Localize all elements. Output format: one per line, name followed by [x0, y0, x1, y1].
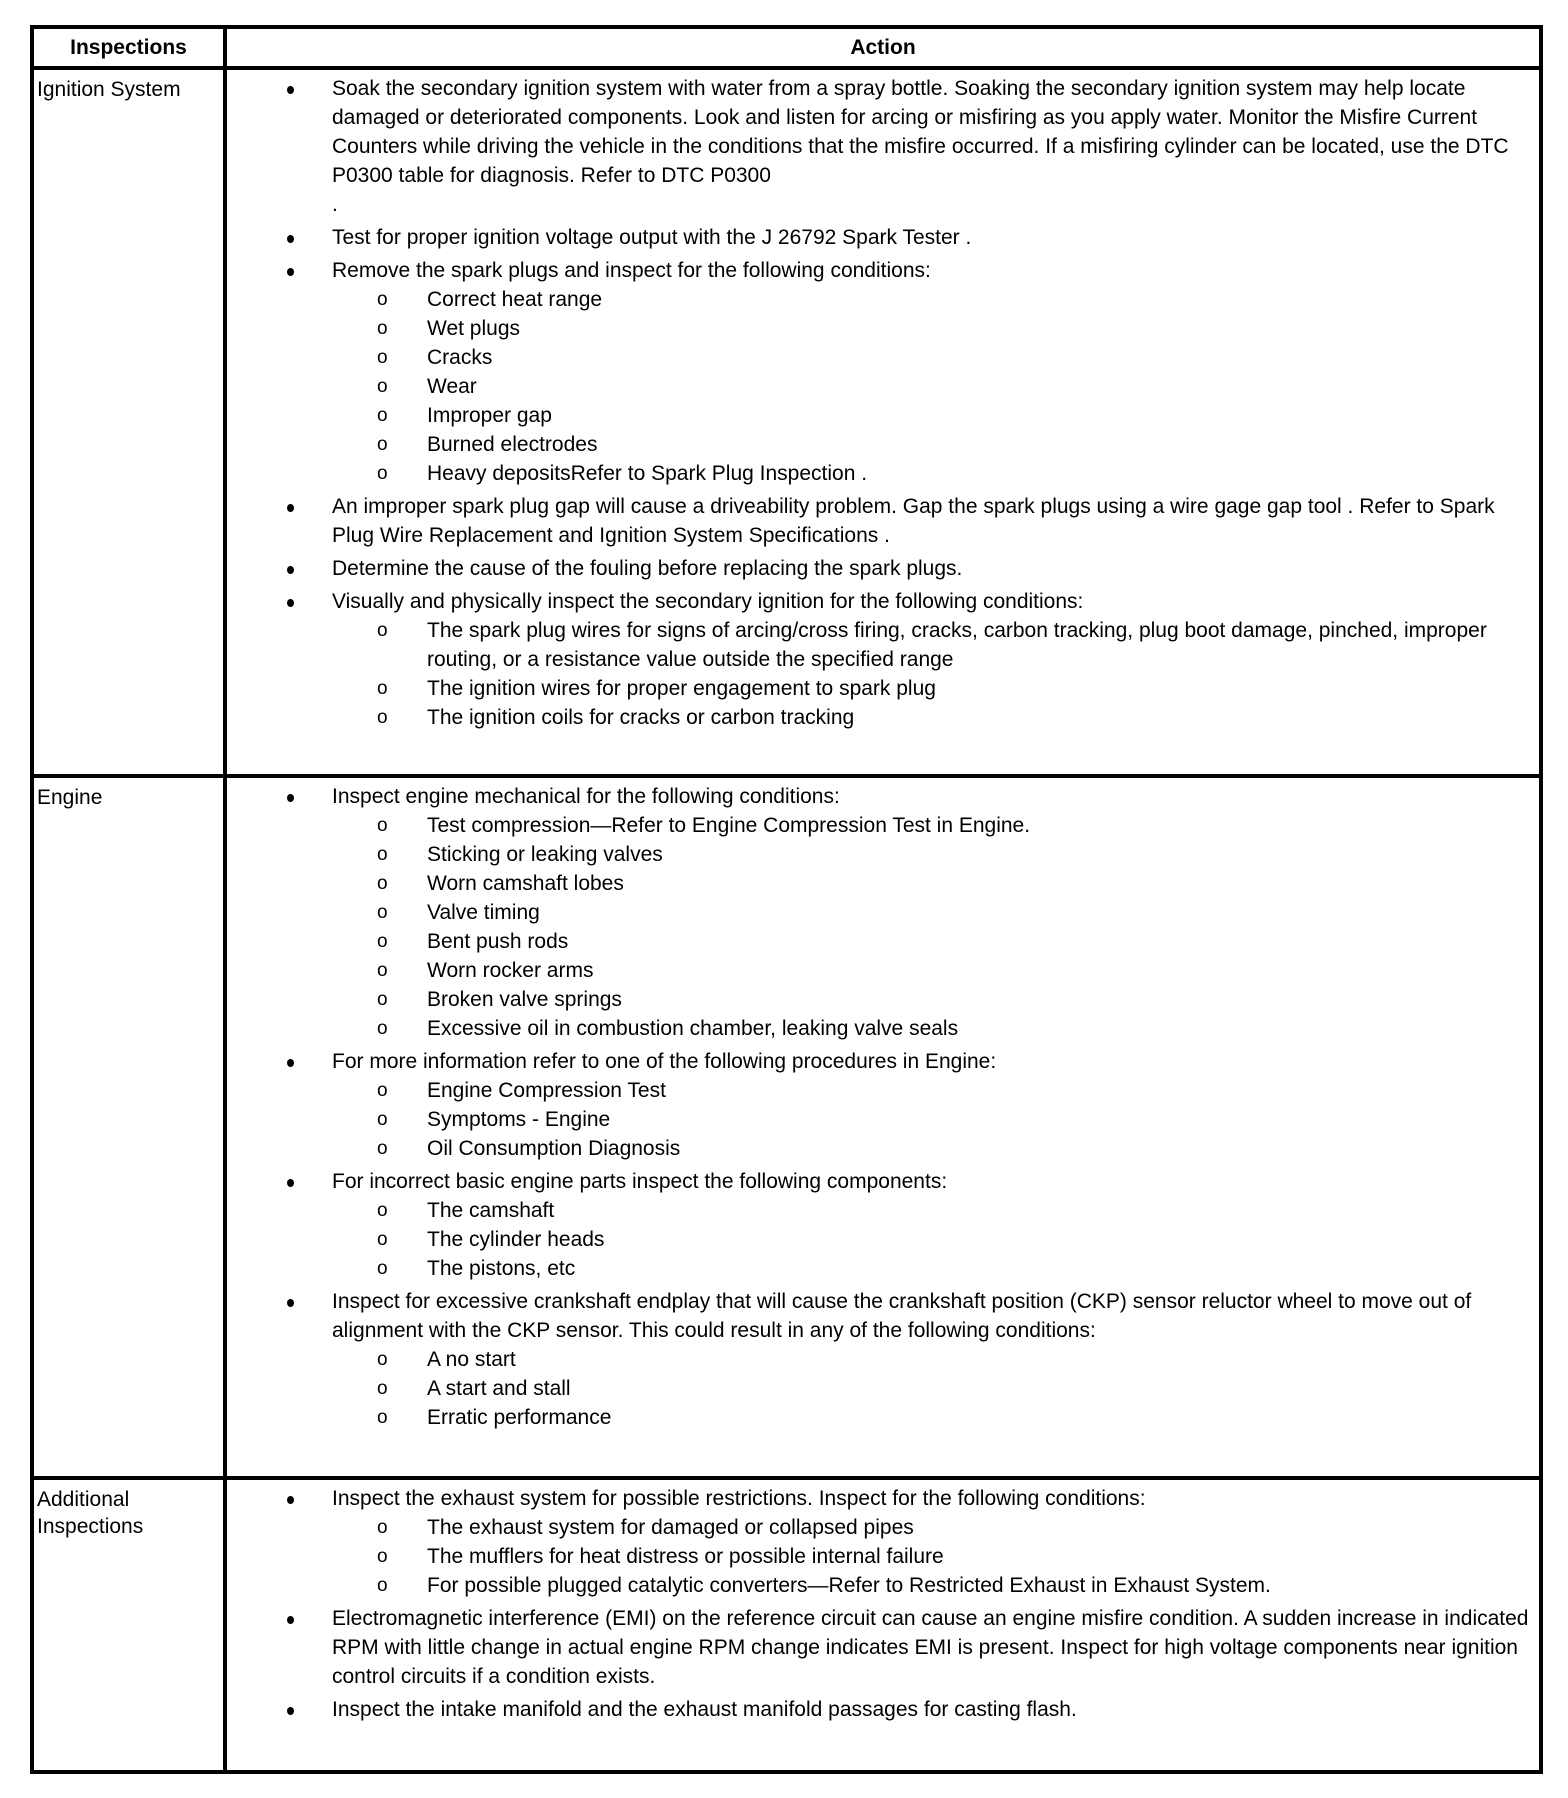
action-sub-item: [327, 1105, 1529, 1134]
sub-item-text: The exhaust system for damaged or collapsed pipes: [427, 1516, 914, 1539]
sub-bullet-icon: o: [377, 289, 388, 310]
sub-item-text: Erratic performance: [427, 1406, 612, 1429]
sub-item-text: For possible plugged catalytic converters—Refer to Restricted Exhaust in Exhaust System.: [427, 1574, 1271, 1597]
action-bullet-item: [227, 1287, 1529, 1432]
sub-item-text: Excessive oil in combustion chamber, leaking valve seals: [427, 1017, 959, 1040]
sub-bullet-icon: o: [377, 405, 388, 426]
sub-bullet-icon: o: [377, 463, 388, 484]
action-bullet-item: [227, 587, 1529, 732]
sub-bullet-icon: o: [377, 1546, 388, 1567]
action-sub-item: [327, 1571, 1529, 1600]
action-sub-item: [327, 869, 1529, 898]
table-body: [32, 68, 1541, 1772]
bullet-icon: [287, 235, 294, 243]
action-bullet-item: [227, 74, 1529, 219]
sub-bullet-icon: o: [377, 844, 388, 865]
bullet-icon: [287, 1299, 294, 1307]
action-cell: [225, 1478, 1541, 1772]
action-sub-item: [327, 459, 1529, 488]
sub-item-text: Heavy depositsRefer to Spark Plug Inspection .: [427, 462, 868, 485]
sub-bullet-icon: o: [377, 1138, 388, 1159]
sub-item-text: The mufflers for heat distress or possible internal failure: [427, 1545, 944, 1568]
sub-bullet-icon: o: [377, 318, 388, 339]
sub-item-text: A start and stall: [427, 1377, 571, 1400]
action-sub-item: [327, 1345, 1529, 1374]
action-sub-item: [327, 285, 1529, 314]
sub-bullet-icon: o: [377, 960, 388, 981]
action-sub-item: [327, 898, 1529, 927]
action-sub-item: [327, 430, 1529, 459]
action-sub-item: [327, 1374, 1529, 1403]
sub-bullet-icon: o: [377, 902, 388, 923]
sub-item-text: Wet plugs: [427, 317, 520, 340]
sub-bullet-icon: o: [377, 873, 388, 894]
bullet-icon: [287, 566, 294, 574]
sub-bullet-icon: o: [377, 1575, 388, 1596]
sub-item-text: Symptoms - Engine: [427, 1108, 611, 1131]
action-bullet-item: [227, 1604, 1529, 1691]
inspection-name-cell: [32, 68, 225, 776]
action-sub-item: [327, 1513, 1529, 1542]
bullet-icon: [287, 504, 294, 512]
action-sub-item: [327, 1076, 1529, 1105]
action-sub-item: [327, 1542, 1529, 1571]
action-sub-item: [327, 401, 1529, 430]
sub-bullet-icon: o: [377, 1229, 388, 1250]
inspection-name-cell: [32, 776, 225, 1478]
action-sub-item: [327, 840, 1529, 869]
bullet-icon: [287, 794, 294, 802]
sub-item-text: Test compression—Refer to Engine Compression Test in Engine.: [427, 814, 1031, 837]
action-sub-item: [327, 616, 1529, 674]
sub-item-text: Improper gap: [427, 404, 552, 427]
bullet-icon: [287, 1496, 294, 1504]
header-inspections: Inspections: [32, 27, 225, 68]
bullet-text: Electromagnetic interference (EMI) on the reference circuit can cause an engine misfire condition. A sudden increase in indicated RPM with little change in actual engine RPM change indicates EMI is present. Inspect for high voltage components near ignition control circuits if a condition exists.: [332, 1607, 1529, 1688]
action-sub-item: [327, 314, 1529, 343]
bullet-icon: [287, 1059, 294, 1067]
action-sub-item: [327, 343, 1529, 372]
sub-bullet-icon: o: [377, 989, 388, 1010]
action-sub-item: [327, 1403, 1529, 1432]
action-cell: [225, 68, 1541, 776]
sub-item-text: A no start: [427, 1348, 516, 1371]
sub-bullet-icon: o: [377, 1517, 388, 1538]
sub-bullet-icon: o: [377, 1080, 388, 1101]
action-sub-item: [327, 1134, 1529, 1163]
sub-bullet-icon: o: [377, 1258, 388, 1279]
sub-bullet-icon: o: [377, 1349, 388, 1370]
bullet-text: Soak the secondary ignition system with water from a spray bottle. Soaking the secondary ignition system may help locate damaged or deteriorated components. Look and listen for arcing or misfiring as you apply water. Monitor the Misfire Current Counters while driving the vehicle in the conditions that the misfire occurred. If a misfiring cylinder can be located, use the DTC P0300 table for diagnosis. Refer to DTC P0300: [332, 77, 1509, 187]
action-sub-item: [327, 811, 1529, 840]
action-bullet-item: [227, 1484, 1529, 1600]
bullet-icon: [287, 1707, 294, 1715]
action-bullet-item: [227, 1047, 1529, 1163]
sub-item-text: Worn rocker arms: [427, 959, 594, 982]
action-sub-item: [327, 956, 1529, 985]
sub-bullet-icon: o: [377, 347, 388, 368]
bullet-text: Visually and physically inspect the secondary ignition for the following conditions:: [332, 590, 1084, 613]
bullet-icon: [287, 599, 294, 607]
sub-item-text: The camshaft: [427, 1199, 555, 1222]
sub-bullet-icon: o: [377, 376, 388, 397]
inspection-name: Engine: [37, 786, 103, 809]
action-sub-item: [327, 372, 1529, 401]
bullet-text: For incorrect basic engine parts inspect the following components:: [332, 1170, 948, 1193]
bullet-text: For more information refer to one of the following procedures in Engine:: [332, 1050, 997, 1073]
sub-item-text: The ignition coils for cracks or carbon tracking: [427, 706, 855, 729]
sub-item-text: Engine Compression Test: [427, 1079, 666, 1102]
action-bullet-item: [227, 492, 1529, 550]
action-sub-item: [327, 703, 1529, 732]
sub-bullet-icon: o: [377, 1407, 388, 1428]
table-row-ignition-system: [32, 68, 1541, 776]
action-bullet-item: [227, 223, 1529, 252]
bullet-icon: [287, 268, 294, 276]
sub-bullet-icon: o: [377, 678, 388, 699]
sub-item-text: Bent push rods: [427, 930, 569, 953]
sub-item-text: Cracks: [427, 346, 493, 369]
action-bullet-item: [227, 1695, 1529, 1724]
sub-item-text: Worn camshaft lobes: [427, 872, 624, 895]
action-sub-item: [327, 927, 1529, 956]
sub-bullet-icon: o: [377, 707, 388, 728]
sub-item-text: The cylinder heads: [427, 1228, 605, 1251]
bullet-icon: [287, 1616, 294, 1624]
bullet-text: Inspect the exhaust system for possible restrictions. Inspect for the following conditions:: [332, 1487, 1146, 1510]
bullet-text: Determine the cause of the fouling before replacing the spark plugs.: [332, 557, 963, 580]
action-bullet-item: [227, 256, 1529, 488]
sub-item-text: Sticking or leaking valves: [427, 843, 663, 866]
action-bullet-item: [227, 554, 1529, 583]
bullet-icon: [287, 1179, 294, 1187]
table-header-row: [32, 27, 1541, 68]
action-sub-item: [327, 1196, 1529, 1225]
sub-item-text: Oil Consumption Diagnosis: [427, 1137, 681, 1160]
action-sub-item: [327, 1254, 1529, 1283]
sub-bullet-icon: o: [377, 1109, 388, 1130]
action-sub-item: [327, 1014, 1529, 1043]
sub-item-text: Correct heat range: [427, 288, 603, 311]
bullet-text: Inspect engine mechanical for the following conditions:: [332, 785, 840, 808]
inspection-name: Additional Inspections: [37, 1488, 144, 1538]
action-sub-item: [327, 1225, 1529, 1254]
header-action: Action: [225, 27, 1541, 68]
bullet-text: Inspect the intake manifold and the exhaust manifold passages for casting flash.: [332, 1698, 1077, 1721]
sub-item-text: The ignition wires for proper engagement to spark plug: [427, 677, 936, 700]
sub-bullet-icon: o: [377, 1200, 388, 1221]
sub-bullet-icon: o: [377, 620, 388, 641]
sub-item-text: The spark plug wires for signs of arcing/cross firing, cracks, carbon tracking, plug boot damage, pinched, improper routing, or a resistance value outside the specified range: [427, 619, 1487, 671]
table-row-engine: [32, 776, 1541, 1478]
bullet-trailing-text: .: [332, 193, 338, 216]
bullet-text: An improper spark plug gap will cause a driveability problem. Gap the spark plugs using a wire gage gap tool . Refer to Spark Plug Wire Replacement and Ignition System Specifications .: [332, 495, 1495, 547]
sub-bullet-icon: o: [377, 434, 388, 455]
table-row-additional-inspections: [32, 1478, 1541, 1772]
sub-bullet-icon: o: [377, 815, 388, 836]
sub-item-text: Broken valve springs: [427, 988, 622, 1011]
sub-item-text: Valve timing: [427, 901, 540, 924]
action-bullet-item: [227, 782, 1529, 1043]
bullet-text: Test for proper ignition voltage output with the J 26792 Spark Tester .: [332, 226, 972, 249]
action-sub-item: [327, 985, 1529, 1014]
inspections-table: [30, 25, 1543, 1774]
sub-item-text: Burned electrodes: [427, 433, 598, 456]
action-cell: [225, 776, 1541, 1478]
bullet-text: Inspect for excessive crankshaft endplay that will cause the crankshaft position (CKP) sensor reluctor wheel to move out of alignment with the CKP sensor. This could result in any of the following conditions:: [332, 1290, 1472, 1342]
sub-bullet-icon: o: [377, 1378, 388, 1399]
sub-bullet-icon: o: [377, 931, 388, 952]
inspection-name: Ignition System: [37, 78, 181, 101]
sub-item-text: Wear: [427, 375, 477, 398]
sub-bullet-icon: o: [377, 1018, 388, 1039]
sub-item-text: The pistons, etc: [427, 1257, 576, 1280]
bullet-text: Remove the spark plugs and inspect for the following conditions:: [332, 259, 931, 282]
inspection-name-cell: [32, 1478, 225, 1772]
bullet-icon: [287, 86, 294, 94]
action-sub-item: [327, 674, 1529, 703]
action-bullet-item: [227, 1167, 1529, 1283]
